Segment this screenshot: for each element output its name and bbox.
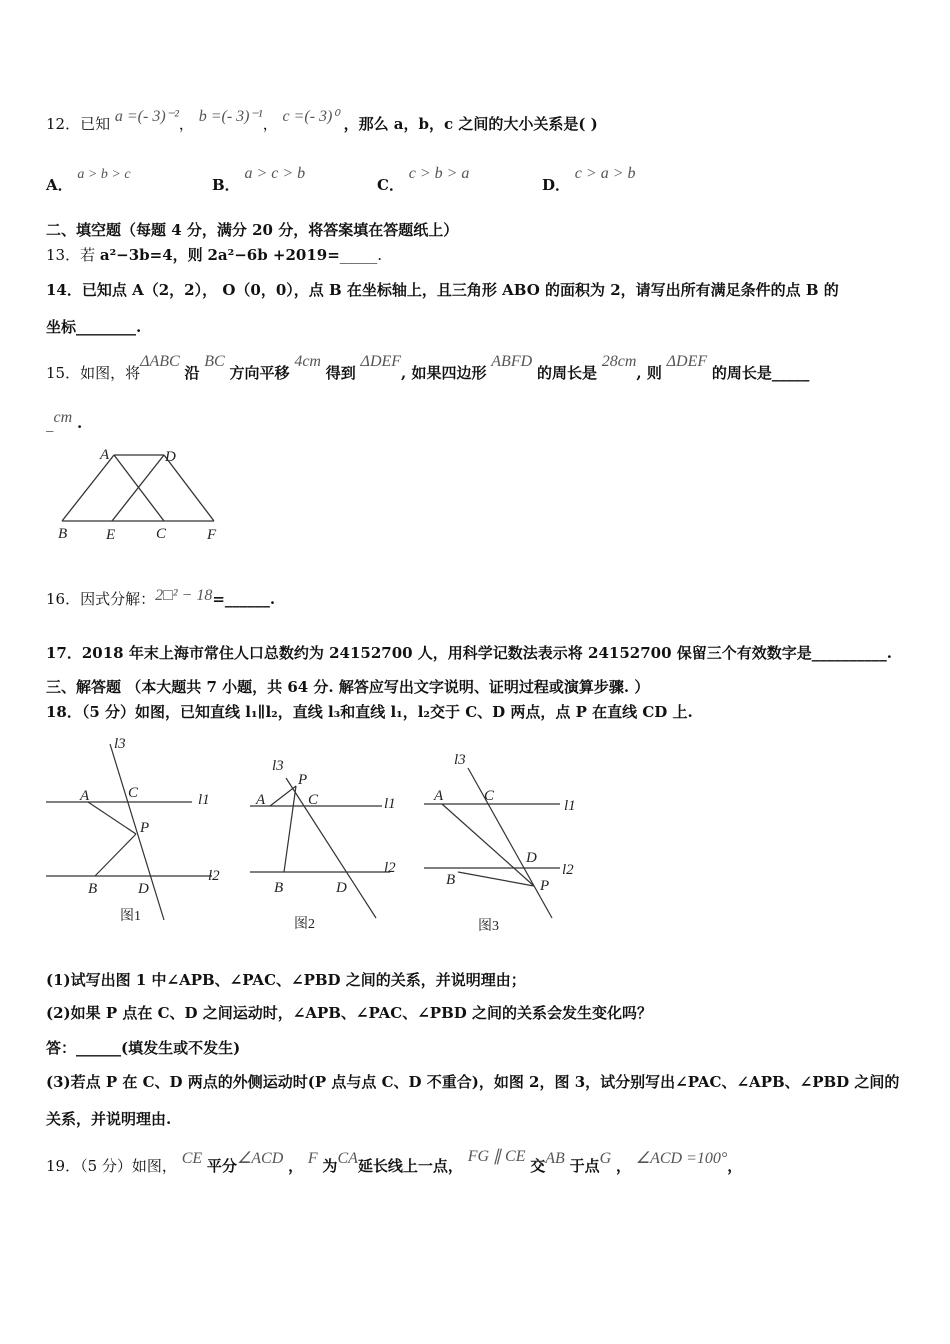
option-expr: a > c > b	[244, 165, 306, 182]
label-a: A	[80, 788, 90, 804]
q13-end: .	[377, 246, 383, 264]
option-expr: c > b > a	[408, 165, 470, 182]
label-d: D	[526, 850, 537, 866]
q15-end: .	[76, 414, 83, 432]
label-l3: l3	[114, 736, 126, 752]
label-b: B	[446, 872, 456, 888]
q13-mid: ，则	[172, 246, 203, 264]
q12-number: 12．已知	[46, 115, 111, 133]
q12-c-expr: c =(- 3)⁰	[282, 108, 339, 125]
q12-option-a[interactable]	[46, 162, 131, 194]
label-l1: l1	[384, 796, 396, 812]
q18-part2: (2)如果 P 点在 C、D 之间运动时，∠APB、∠PAC、∠PBD 之间的关系会发生变化吗？	[46, 1004, 653, 1022]
q18-figure-1	[40, 730, 230, 930]
option-label: D．	[542, 176, 571, 194]
q19-t5: 交	[530, 1157, 546, 1175]
q19-t2: ，	[288, 1157, 304, 1175]
q12-stem: 12．已知 a =(- 3)⁻²， b =(- 3)⁻¹， c =(- 3)⁰ ，那么 a，b，c 之间的大小关系是( )	[46, 108, 598, 133]
option-label: B．	[212, 176, 240, 194]
label-l3: l3	[272, 758, 284, 774]
q12-b-expr: b =(- 3)⁻¹	[198, 108, 263, 125]
label-a: A	[100, 447, 110, 463]
label-p: P	[540, 878, 550, 894]
q15-t3: 方向平移	[229, 364, 290, 382]
label-l1: l1	[198, 792, 210, 808]
label-l2: l2	[208, 868, 220, 884]
q15-segment-bc: BC	[204, 353, 225, 370]
q19-f: F	[307, 1150, 318, 1167]
q15-unit: cm	[53, 409, 73, 426]
q15-perimeter: 28cm	[601, 353, 637, 370]
label-c: C	[308, 792, 319, 808]
q19-ce: CE	[181, 1150, 203, 1167]
q19-t3: 为	[322, 1157, 338, 1175]
q19-number: 19．（5 分）如图，	[46, 1157, 177, 1175]
q19-fgce: FG ∥ CE	[467, 1148, 526, 1165]
q16	[46, 588, 275, 611]
label-l2: l2	[562, 862, 574, 878]
q15-line2	[46, 409, 83, 435]
label-a: A	[256, 792, 266, 808]
q12-option-b[interactable]	[212, 162, 306, 194]
label-l1: l1	[564, 798, 576, 814]
label-e: E	[106, 527, 116, 543]
q13-condition: a²−3b=4	[99, 246, 173, 264]
option-label: C．	[377, 176, 404, 194]
q19-g: G	[599, 1150, 612, 1167]
q15-triangle-def-2: ΔDEF	[666, 353, 708, 370]
label-d: D	[165, 449, 176, 465]
label-c: C	[128, 785, 139, 801]
q15-t6: 的周长是	[536, 364, 597, 382]
label-b: B	[274, 880, 284, 896]
q15-quad-abfd: ABFD	[491, 353, 533, 370]
q15-t7: , 则	[636, 364, 662, 382]
q19-t6: 于点	[569, 1157, 600, 1175]
q12-a-expr: a =(- 3)⁻²	[114, 108, 179, 125]
q14-line2: 坐标________.	[46, 318, 142, 336]
q16-number: 16．因式分解：	[46, 590, 156, 608]
q13-blank[interactable]: _____	[339, 246, 378, 264]
q15-line1	[46, 353, 810, 385]
q19-t1: 平分	[206, 1157, 237, 1175]
q15-t4: 得到	[325, 364, 356, 382]
q18-part3-line1: (3)若点 P 在 C、D 两点的外侧运动时(P 点与点 C、D 不重合)，如图 2，图 3，试分别写出∠PAC、∠APB、∠PBD 之间的	[46, 1073, 900, 1091]
q18-part3-line2: 关系，并说明理由.	[46, 1110, 172, 1128]
section-fill-in-title: 二、填空题（每题 4 分，满分 20 分，将答案填在答题纸上）	[46, 221, 459, 239]
q12-tail: ，那么 a，b，c 之间的大小关系是( )	[343, 115, 598, 133]
q18-figure-3	[418, 740, 598, 940]
section-solve-title: 三、解答题 （本大题共 7 小题，共 64 分. 解答应写出文字说明、证明过程或演算步骤. ）	[46, 678, 650, 696]
q15-t8[interactable]: 的周长是_____	[711, 364, 810, 382]
option-expr: a > b > c	[77, 167, 131, 182]
q19-ca: CA	[337, 1150, 358, 1167]
label-c: C	[156, 526, 167, 542]
q13-number: 13．若	[46, 246, 96, 264]
option-label: A．	[46, 176, 73, 194]
caption-fig3: 图3	[478, 919, 499, 934]
q18-answer[interactable]: 答：______(填发生或不发生)	[46, 1039, 241, 1057]
q19-angle: ∠ACD =100°	[635, 1150, 728, 1167]
q15-triangle-abc: ΔABC	[140, 353, 180, 370]
label-p: P	[140, 820, 150, 836]
q18-figure-2	[244, 740, 424, 940]
q19-t8: ，	[727, 1157, 743, 1175]
q16-tail[interactable]: =______.	[212, 590, 276, 608]
q18-intro: 18．（5 分）如图，已知直线 l₁∥l₂，直线 l₃和直线 l₁，l₂交于 C、D 两点，点 P 在直线 CD 上.	[46, 703, 693, 721]
q15-t1: 15．如图，将	[46, 364, 141, 382]
label-d: D	[336, 880, 347, 896]
option-expr: c > a > b	[574, 165, 636, 182]
segment-ab	[62, 455, 114, 521]
label-a: A	[434, 788, 444, 804]
q17: 17．2018 年末上海市常住人口总数约为 24152700 人，用科学记数法表示将 24152700 保留三个有效数字是__________.	[46, 644, 892, 662]
q12-option-d[interactable]	[542, 162, 636, 194]
label-l2: l2	[384, 860, 396, 876]
q15-t2: 沿	[184, 364, 200, 382]
q13-expression: 2a²−6b +2019=	[207, 246, 340, 264]
q15-line2-blank[interactable]: _	[46, 414, 54, 432]
caption-fig2: 图2	[294, 917, 315, 932]
label-l3: l3	[454, 752, 466, 768]
q15-figure	[52, 443, 242, 543]
label-b: B	[58, 526, 68, 542]
q12-option-c[interactable]	[377, 162, 470, 194]
q18-part1: (1)试写出图 1 中∠APB、∠PAC、∠PBD 之间的关系，并说明理由；	[46, 971, 526, 989]
q19-t7: ，	[615, 1157, 631, 1175]
label-c: C	[484, 788, 495, 804]
q19-acd: ∠ACD	[236, 1150, 284, 1167]
q13	[46, 244, 382, 266]
q16-expression: 2□² − 18	[155, 587, 213, 604]
label-p: P	[298, 772, 308, 788]
q15-t5: , 如果四边形	[401, 364, 487, 382]
label-d: D	[138, 881, 149, 897]
label-b: B	[88, 881, 98, 897]
q19	[46, 1148, 743, 1178]
q19-ab: AB	[545, 1150, 565, 1167]
q15-triangle-def: ΔDEF	[360, 353, 402, 370]
q19-t4: 延长线上一点，	[357, 1157, 463, 1175]
q14-line1: 14．已知点 A（2，2）， O（0，0），点 B 在坐标轴上，且三角形 ABO 的面积为 2，请写出所有满足条件的点 B 的	[46, 281, 839, 299]
q15-distance: 4cm	[294, 353, 321, 370]
label-f: F	[207, 527, 217, 543]
caption-fig1: 图1	[120, 909, 141, 924]
